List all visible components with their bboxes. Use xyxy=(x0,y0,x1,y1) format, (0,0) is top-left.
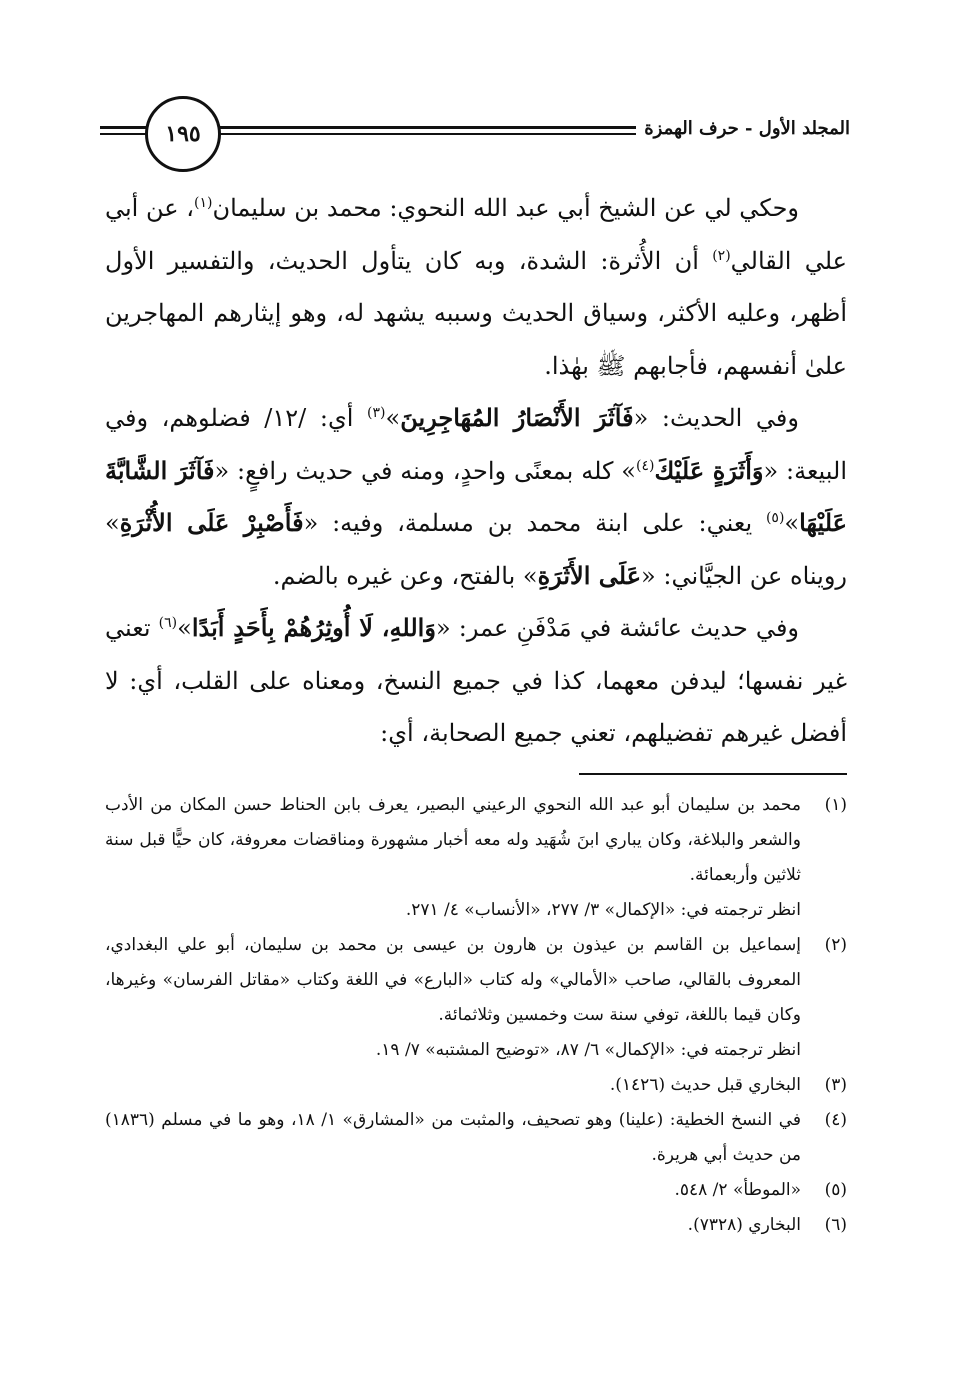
footnote-ref-3[interactable]: (٣) xyxy=(367,405,386,421)
text-run: » xyxy=(385,404,401,432)
hadith-quote: وَأَثَرَةٍ عَلَيْكَ xyxy=(654,455,764,485)
hadith-quote: وَاللهِ، لَا أُوثِرُهُمْ بِأَحَدٍ أَبَدًا xyxy=(191,613,436,642)
footnote-text: انظر ترجمته في: «الإكمال» ٦/ ٨٧، «توضيح المشتبه» ٧/ ١٩. xyxy=(375,1040,801,1060)
footnote-2 xyxy=(105,928,847,1068)
footnote-6 xyxy=(105,1208,847,1243)
footnote-text: البخاري (٧٣٢٨). xyxy=(687,1215,801,1235)
footnote-body xyxy=(105,1208,801,1243)
footnote-number: (١) xyxy=(824,795,847,815)
footnote-ref-5[interactable]: (٥) xyxy=(765,510,785,526)
hadith-quote: فَآثَرَ الأَنْصَارُ المُهَاجِرِينَ xyxy=(400,403,634,432)
footnote-number: (٥) xyxy=(824,1180,847,1200)
footnote-text: «الموطأ» ٢/ ٥٤٨. xyxy=(674,1180,801,1200)
footnote-ref-4[interactable]: (٤) xyxy=(635,457,655,474)
text-run: » xyxy=(784,509,800,537)
page-number-circle xyxy=(145,96,221,172)
text-run: » كله بمعنًى واحدٍ، ومنه في حديث رافعٍ: « xyxy=(214,456,636,485)
footnote-text: إسماعيل بن القاسم بن عيذون بن هارون بن عيسى بن محمد بن سليمان، أبو علي البغدادي، المعروف بالقالي، صاحب «الأمالي» وله كتاب «البارع» في اللغة وكتاب «مقاتل الفرسان» وغيرها، وكان قيما باللغة، توفي سنة ست وخمسين وثلاثمائة. xyxy=(105,935,801,1025)
footnote-ref-2[interactable]: (٢) xyxy=(712,247,731,264)
footnote-number: (٦) xyxy=(824,1215,847,1235)
footnote-body xyxy=(105,928,801,1068)
running-header xyxy=(100,96,850,172)
text-run: وحكي لي عن الشيخ أبي عبد الله النحوي: محمد بن سليمان xyxy=(212,194,799,222)
footnote-body xyxy=(105,788,801,928)
footnote-text: انظر ترجمته في: «الإكمال» ٣/ ٢٧٧، «الأنساب» ٤/ ٢٧١. xyxy=(405,900,801,920)
footnote-text: البخاري قبل حديث (١٤٢٦). xyxy=(609,1075,801,1095)
footnote-text: محمد بن سليمان أبو عبد الله النحوي الرعيني البصير، يعرف بابن الحناط حسن المكان من الأدب والشعر والبلاغة، وكان يباري ابنَ شُهَيد وله معه أخبار مشهورة ومناقضات معروفة، كان حيًّا قبل سنة ثلاثين وأربعمائة. xyxy=(105,795,801,885)
footnote-5 xyxy=(105,1173,847,1208)
footnote-text: في النسخ الخطية: (علينا) وهو تصحيف، والمثبت من «المشارق» ١/ ١٨، وهو ما في مسلم (١٨٣٦) من حديث أبي هريرة. xyxy=(105,1110,801,1165)
text-run: تعني غير نفسها؛ ليدفن معهما، كذا في جميع النسخ، ومعناه على القلب، أي: لا أفضل غيرهم تفضيلهم، تعني جميع الصحابة، أي: xyxy=(105,614,847,747)
footnote-number: (٢) xyxy=(824,935,847,955)
text-run: » xyxy=(177,614,192,642)
page-number: ١٩٥ xyxy=(165,121,201,147)
text-run: ، عن أبي علي القالي xyxy=(105,194,847,275)
text-run: » بالفتح، وعن غيره بالضم. xyxy=(272,561,538,590)
footnote-number: (٤) xyxy=(824,1110,847,1130)
footnote-body xyxy=(105,1068,801,1103)
text-run: أي: /١٢/ فضلوهم، وفي البيعة: « xyxy=(105,404,848,485)
hadith-quote: فَآثَرَ الشَّابَّةَ عَلَيْهَا xyxy=(105,455,847,537)
footnote-number: (٣) xyxy=(824,1075,847,1095)
footnote-ref-1[interactable]: (١) xyxy=(194,195,213,211)
footnote-3 xyxy=(105,1068,847,1103)
footnote-1 xyxy=(105,788,847,928)
hadith-quote: عَلَى الأَثَرَةِ xyxy=(537,560,642,590)
paragraph-2 xyxy=(105,392,847,602)
footnote-4 xyxy=(105,1103,847,1173)
text-run: يعني: على ابنة محمد بن مسلمة، وفيه: « xyxy=(303,509,766,537)
footnote-ref-6[interactable]: (٦) xyxy=(158,615,178,631)
running-title: المجلد الأول - حرف الهمزة xyxy=(636,118,850,139)
text-run: أن الأُثرة: الشدة، وبه كان يتأول الحديث، والتفسير الأول أظهر، وعليه الأكثر، وسياق الحديث وسببه يشهد له، وهو إيثارهم المهاجرين علىٰ أنفسهم، فأجابهم ﷺ بهٰذا. xyxy=(105,246,847,380)
footnotes xyxy=(105,788,847,1243)
text-run: وفي الحديث: « xyxy=(633,404,799,432)
footnote-separator xyxy=(579,773,847,775)
text-run: » رويناه عن الجيَّاني: « xyxy=(105,509,847,590)
paragraph-1 xyxy=(105,182,847,392)
text-run: وفي حديث عائشة في مَدْفَنِ عمر: « xyxy=(435,614,800,642)
footnote-body xyxy=(105,1173,801,1208)
footnote-body xyxy=(105,1103,801,1173)
hadith-quote: فَأَصْبِرْ عَلَى الأُثْرَةِ xyxy=(119,508,304,537)
main-text xyxy=(105,182,847,760)
paragraph-3 xyxy=(105,602,847,760)
